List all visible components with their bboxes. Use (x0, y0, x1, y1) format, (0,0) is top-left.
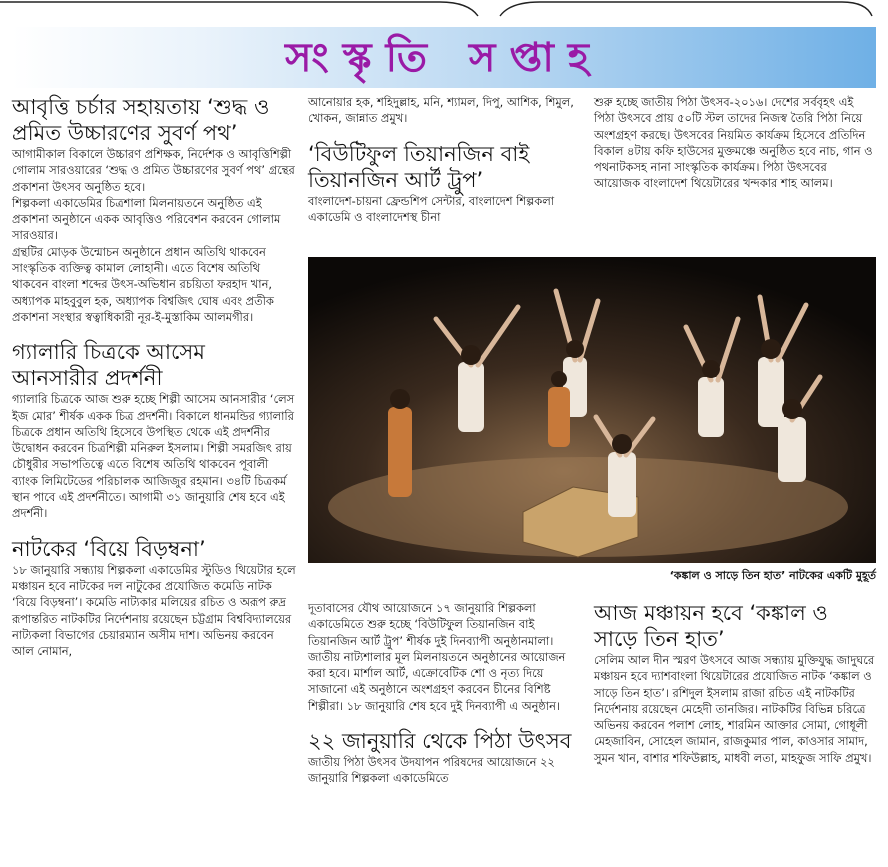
stage-photo (308, 257, 876, 563)
headline-pitha: ২২ জানুয়ারি থেকে পিঠা উৎসব (308, 729, 572, 754)
left-column (12, 94, 296, 659)
gallery-body: গ্যালারি চিত্রকে আজ শুরু হচ্ছে শিল্পী আসেম আনসারীর ‘লেস ইজ মোর’ শীর্ষক একক চিত্র প্রদর্শনী। বিকালে ধানমন্ডির গ্যালারি চিত্রকে প্রধান অতিথি হিসেবে উপস্থিত থেকে এই প্রদর্শনীর উদ্বোধন করবেন চিত্রশিল্পী মনিরুল ইসলাম। শিল্পী সমরজিৎ রায় চৌধুরীর সভাপতিত্বে এতে বিশেষ অতিথি থাকবেন পূবালী ব্যাংক লিমিটেডের পরিচালক আজিজুর রহমান। ৩৪টি চিত্রকর্ম স্থান পাবে এই প্রদর্শনীতে। আগামী ৩১ জানুয়ারি শেষ হবে এই প্রদর্শনী। (12, 392, 295, 521)
stage-photo-image (308, 257, 876, 563)
photo-caption: ‘কঙ্কাল ও সাড়ে তিন হাত’ নাটকের একটি মুহূর্ত (669, 569, 876, 582)
article-biye (12, 536, 296, 660)
kankal-body: সেলিম আল দীন স্মরণ উৎসবে আজ সন্ধ্যায় মুক্তিযুদ্ধ জাদুঘরে মঞ্চায়ন হবে দ্যাশবাংলা থিয়েটারের প্রযোজিত নাটক ‘কঙ্কাল ও সাড়ে তিন হাত’। রশিদুল ইসলাম রাজা রচিত এই নাটকটির নির্দেশনায় রয়েছেন মেহেদী তানজির। নাটকটির বিভিন্ন চরিত্রে অভিনয় করবেন পলাশ লোহ, শারমিন আক্তার সোমা, গোধূলী মেহজাবিন, সোহেল জামান, রাজকুমার পাল, কাওসার সামাদ, সুমন খান, বাশার শফিউল্লাহ, মাধবী লতা, মাহফুজ সাফি প্রমুখ। (594, 653, 875, 765)
abritti-paragraph-1: আগামীকাল বিকালে উচ্চারণ প্রশিক্ষক, নির্দেশক ও আবৃত্তিশিল্পী গোলাম সারওয়ারের ‘শুদ্ধ ও প্রমিত উচ্চারণের সুবর্ণ পথ’ গ্রন্থের প্রকাশনা উৎসব অনুষ্ঠিত হবে। (12, 147, 295, 194)
headline-kankal: আজ মঞ্চায়ন হবে ‘কঙ্কাল ও সাড়ে তিন হাত’ (594, 601, 828, 651)
headline-biye: নাটকের ‘বিয়ে বিড়ম্বনা’ (12, 536, 206, 561)
page-top-border (0, 0, 888, 22)
headline-troupe: ‘বিউটিফুল তিয়ানজিন বাই তিয়ানজিন আর্ট ট্রুপ’ (308, 141, 530, 192)
biye-continued: আনোয়ার হক, শহিদুল্লাহ, মনি, শ্যামল, দিপু, আশিক, শিমুল, খোকন, জান্নাত প্রমুখ। (308, 95, 574, 126)
pitha-body: জাতীয় পিঠা উৎসব উদযাপন পরিষদের আয়োজনে ২২ জানুয়ারি শিল্পকলা একাডেমিতে (308, 755, 555, 786)
middle-column-bottom (308, 600, 580, 787)
middle-column-top (308, 94, 580, 225)
headline-abritti: আবৃত্তি চর্চার সহায়তায় ‘শুদ্ধ ও প্রমিত উচ্চারণের সুবর্ণ পথ’ (12, 95, 270, 145)
biye-body: ১৮ জানুয়ারি সন্ধ্যায় শিল্পকলা একাডেমির স্টুডিও থিয়েটার হলে মঞ্চায়ন হবে নাটকের দল নাটুকের প্রযোজিত কমেডি নাটক ‘বিয়ে বিড়ম্বনা’। কমেডি নাট্যকার মলিয়ের রচিত ও অরূপ রুদ্র রূপান্তরিত নাটকটির নির্দেশনায় রয়েছেন চট্টগ্রাম বিশ্ববিদ্যালয়ের নাট্যকলা বিভাগের চেয়ারম্যান অসীম দাশ। অভিনয় করবেন আল নোমান, (12, 562, 296, 659)
troupe-body-start: বাংলাদেশ-চায়না ফ্রেন্ডশিপ সেন্টার, বাংলাদেশ শিল্পকলা একাডেমি ও বাংলাদেশস্থ চীনা (308, 193, 555, 224)
section-title: সংস্কৃতি সপ্তাহ (285, 34, 603, 81)
right-column-top (594, 94, 876, 192)
headline-gallery: গ্যালারি চিত্রকে আসেম আনসারীর প্রদর্শনী (12, 340, 205, 391)
article-abritti (12, 94, 296, 325)
article-gallery (12, 339, 296, 521)
right-column-bottom (594, 600, 876, 766)
abritti-paragraph-3: গ্রন্থটির মোড়ক উন্মোচন অনুষ্ঠানে প্রধান অতিথি থাকবেন সাংস্কৃতিক ব্যক্তিত্ব কামাল লোহানী। এতে বিশেষ অতিথি থাকবেন বাংলা শব্দের উৎস-অভিধান রচয়িতা ফরহাদ খান, অধ্যাপক মাহবুবুল হক, অধ্যাপক বিশ্বজিৎ ঘোষ এবং প্রতীক প্রকাশনা সংস্থার স্বত্বাধিকারী নূর-ই-মুস্তাকিম আলমগীর। (12, 244, 274, 324)
pitha-continued: শুরু হচ্ছে জাতীয় পিঠা উৎসব-২০১৬। দেশের সর্ববৃহৎ এই পিঠা উৎসবে প্রায় ৫০টি স্টল তাদের নিজস্ব তৈরি পিঠা নিয়ে অংশগ্রহণ করছে। উৎসবের নিয়মিত কার্যক্রম হিসেবে প্রতিদিন বিকাল ৪টায় কফি হাউসের মুক্তমঞ্চে অনুষ্ঠিত হবে নাচ, গান ও পথনাটকসহ নানা সাংস্কৃতিক কার্যক্রম। পিঠা উৎসবের আয়োজক বাংলাদেশ থিয়েটারের খন্দকার শাহ আলম। (594, 95, 873, 191)
abritti-paragraph-2: শিল্পকলা একাডেমির চিত্রশালা মিলনায়তনে অনুষ্ঠিত এই প্রকাশনা অনুষ্ঠানে একক আবৃত্তিও পরিবেশন করবেন গোলাম সারওয়ার। (12, 195, 281, 243)
troupe-body-continued: দূতাবাসের যৌথ আয়োজনে ১৭ জানুয়ারি শিল্পকলা একাডেমিতে শুরু হচ্ছে ‘বিউটিফুল তিয়ানজিন বাই তিয়ানজিন আর্ট ট্রুপ’ শীর্ষক দুই দিনব্যাপী অনুষ্ঠানমালা। জাতীয় নাট্যশালার মূল মিলনায়তনে অনুষ্ঠানের আয়োজন করা হবে। মার্শাল আর্ট, এক্রোবেটিক শো ও নৃত্য দিয়ে সাজানো এই অনুষ্ঠানে অংশগ্রহণ করবেন চীনের বিশিষ্ট শিল্পীরা। ১৮ জানুয়ারি শেষ হবে দুই দিনব্যাপী এ অনুষ্ঠান। (308, 601, 566, 713)
